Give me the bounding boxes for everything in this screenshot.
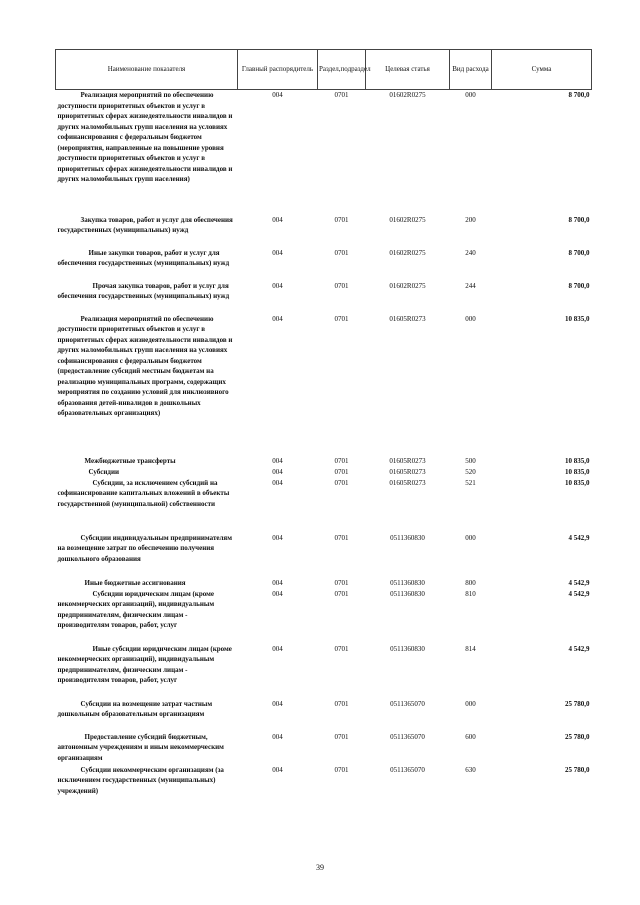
- row-manager: 004: [272, 456, 283, 465]
- row-sum: 8 700,0: [568, 91, 590, 99]
- table-row: [56, 699, 592, 732]
- row-section: 0701: [334, 314, 349, 323]
- row-name: Иные закупки товаров, работ и услуг для обеспечения государственных (муниципальных) нужд: [57, 248, 230, 267]
- row-manager: 004: [272, 281, 283, 290]
- table-row: [56, 248, 592, 281]
- table-row: [56, 533, 592, 578]
- row-article: 01605R0273: [389, 314, 426, 323]
- row-manager: 004: [272, 248, 283, 257]
- table-row: [56, 215, 592, 248]
- row-section: 0701: [334, 478, 349, 487]
- row-sum: 25 780,0: [565, 699, 590, 708]
- row-expense: 244: [465, 281, 476, 290]
- row-name: Реализация мероприятий по обеспечению доступности приоритетных объектов и услуг в приоритетных сферах жизнедеятельности инвалидов и других маломобильных групп населения на условиях софинансирования с федеральным бюджетом (предоставление субсидий местным бюджетам на реализацию муниципальных программ, содержащих мероприятия по созданию условий для инклюзивного образования детей-инвалидов в дошкольных образовательных организациях): [57, 314, 233, 417]
- row-expense: 200: [465, 215, 476, 224]
- row-article: 0511360830: [390, 578, 425, 587]
- row-section: 0701: [334, 215, 349, 224]
- row-expense: 800: [465, 578, 476, 587]
- row-name: Межбюджетные трансферты: [84, 456, 176, 465]
- budget-table: [55, 49, 592, 809]
- row-manager: 004: [272, 578, 283, 587]
- row-expense: 810: [465, 589, 476, 598]
- table-row: [56, 765, 592, 809]
- row-article: 01605R0273: [389, 456, 426, 465]
- row-article: 0511360830: [390, 644, 425, 653]
- row-manager: 004: [272, 478, 283, 487]
- header-sum: Сумма: [492, 50, 592, 90]
- row-name: Субсидии некоммерческим организациям (за исключением государственных (муниципальных) учреждений): [57, 765, 224, 795]
- table-row: [56, 467, 592, 478]
- row-sum: 25 780,0: [565, 732, 590, 741]
- row-article: 0511365070: [390, 732, 425, 741]
- row-sum: 8 700,0: [568, 281, 590, 290]
- row-manager: 004: [272, 699, 283, 708]
- table-row: [56, 90, 592, 215]
- row-sum: 8 700,0: [568, 248, 590, 257]
- row-expense: 240: [465, 248, 476, 257]
- row-manager: 004: [272, 533, 283, 542]
- header-section: Раздел,подраздел: [318, 50, 366, 90]
- row-expense: 000: [465, 533, 476, 542]
- row-article: 0511365070: [390, 765, 425, 774]
- row-section: 0701: [334, 699, 349, 708]
- row-article: 01605R0273: [389, 478, 426, 487]
- row-name: Иные бюджетные ассигнования: [84, 578, 186, 587]
- table-row: [56, 281, 592, 314]
- row-article: 01602R0275: [389, 281, 426, 290]
- row-expense: 520: [465, 467, 476, 476]
- row-expense: 814: [465, 644, 476, 653]
- row-expense: 630: [465, 765, 476, 774]
- row-manager: 004: [272, 467, 283, 476]
- table-row: [56, 644, 592, 699]
- row-section: 0701: [334, 91, 349, 99]
- row-sum: 10 835,0: [565, 314, 590, 323]
- row-manager: 004: [272, 91, 283, 99]
- row-section: 0701: [334, 732, 349, 741]
- row-article: 01602R0275: [389, 91, 426, 99]
- row-sum: 4 542,9: [568, 578, 590, 587]
- row-article: 0511360830: [390, 533, 425, 542]
- row-manager: 004: [272, 314, 283, 323]
- row-manager: 004: [272, 644, 283, 653]
- row-name: Субсидии, за исключением субсидий на софинансирование капитальных вложений в объекты государственной (муниципальной) собственности: [57, 478, 230, 508]
- row-article: 0511360830: [390, 589, 425, 598]
- row-section: 0701: [334, 248, 349, 257]
- row-sum: 4 542,9: [568, 644, 590, 653]
- row-sum: 10 835,0: [565, 467, 590, 476]
- row-article: 01602R0275: [389, 215, 426, 224]
- row-name: Субсидии индивидуальным предпринимателям на возмещение затрат по обеспечению получения дошкольного образования: [57, 533, 232, 563]
- table-row: [56, 478, 592, 533]
- row-expense: 000: [465, 699, 476, 708]
- page-number: 39: [316, 863, 324, 872]
- table-header-row: [56, 50, 592, 90]
- row-sum: 8 700,0: [568, 215, 590, 224]
- row-manager: 004: [272, 215, 283, 224]
- row-expense: 521: [465, 478, 476, 487]
- row-manager: 004: [272, 589, 283, 598]
- row-manager: 004: [272, 765, 283, 774]
- row-sum: 10 835,0: [565, 478, 590, 487]
- row-expense: 000: [465, 314, 476, 323]
- row-expense: 500: [465, 456, 476, 465]
- row-name: Субсидии: [88, 467, 120, 476]
- table-row: [56, 456, 592, 467]
- row-sum: 10 835,0: [565, 456, 590, 465]
- row-section: 0701: [334, 578, 349, 587]
- row-expense: 000: [465, 91, 476, 99]
- row-name: Реализация мероприятий по обеспечению доступности приоритетных объектов и услуг в приоритетных сферах жизнедеятельности инвалидов и других маломобильных групп населения на условиях софинансирования с федеральным бюджетом (мероприятия, направленные на повышение уровня доступности приоритетных объектов и услуг в приоритетных сферах жизнедеятельности инвалидов и других маломобильных групп населения): [57, 91, 233, 183]
- row-article: 01605R0273: [389, 467, 426, 476]
- table-row: [56, 314, 592, 456]
- header-article: Целевая статья: [366, 50, 450, 90]
- header-expense: Вид расхода: [450, 50, 492, 90]
- table-row: [56, 589, 592, 644]
- row-section: 0701: [334, 281, 349, 290]
- header-manager: Главный распорядитель: [238, 50, 318, 90]
- header-name: Наименование показателя: [56, 50, 238, 90]
- row-name: Иные субсидии юридическим лицам (кроме некоммерческих организаций), индивидуальным предпринимателям, физическим лицам - производителям товаров, работ, услуг: [57, 644, 232, 684]
- row-section: 0701: [334, 589, 349, 598]
- row-manager: 004: [272, 732, 283, 741]
- row-article: 01602R0275: [389, 248, 426, 257]
- row-name: Закупка товаров, работ и услуг для обеспечения государственных (муниципальных) нужд: [57, 215, 233, 234]
- row-name: Субсидии юридическим лицам (кроме некоммерческих организаций), индивидуальным предпринимателям, физическим лицам - производителям товаров, работ, услуг: [57, 589, 215, 629]
- row-section: 0701: [334, 765, 349, 774]
- row-sum: 4 542,9: [568, 533, 590, 542]
- row-name: Субсидии на возмещение затрат частным дошкольным образовательным организациям: [57, 699, 213, 718]
- row-article: 0511365070: [390, 699, 425, 708]
- table-row: [56, 578, 592, 589]
- row-sum: 4 542,9: [568, 589, 590, 598]
- row-expense: 600: [465, 732, 476, 741]
- row-name: Прочая закупка товаров, работ и услуг для обеспечения государственных (муниципальных) нужд: [57, 281, 230, 300]
- row-section: 0701: [334, 533, 349, 542]
- row-section: 0701: [334, 456, 349, 465]
- row-name: Предоставление субсидий бюджетным, автономным учреждениям и иным некоммерческим организациям: [57, 732, 224, 762]
- row-sum: 25 780,0: [565, 765, 590, 774]
- row-section: 0701: [334, 644, 349, 653]
- row-section: 0701: [334, 467, 349, 476]
- table-row: [56, 732, 592, 765]
